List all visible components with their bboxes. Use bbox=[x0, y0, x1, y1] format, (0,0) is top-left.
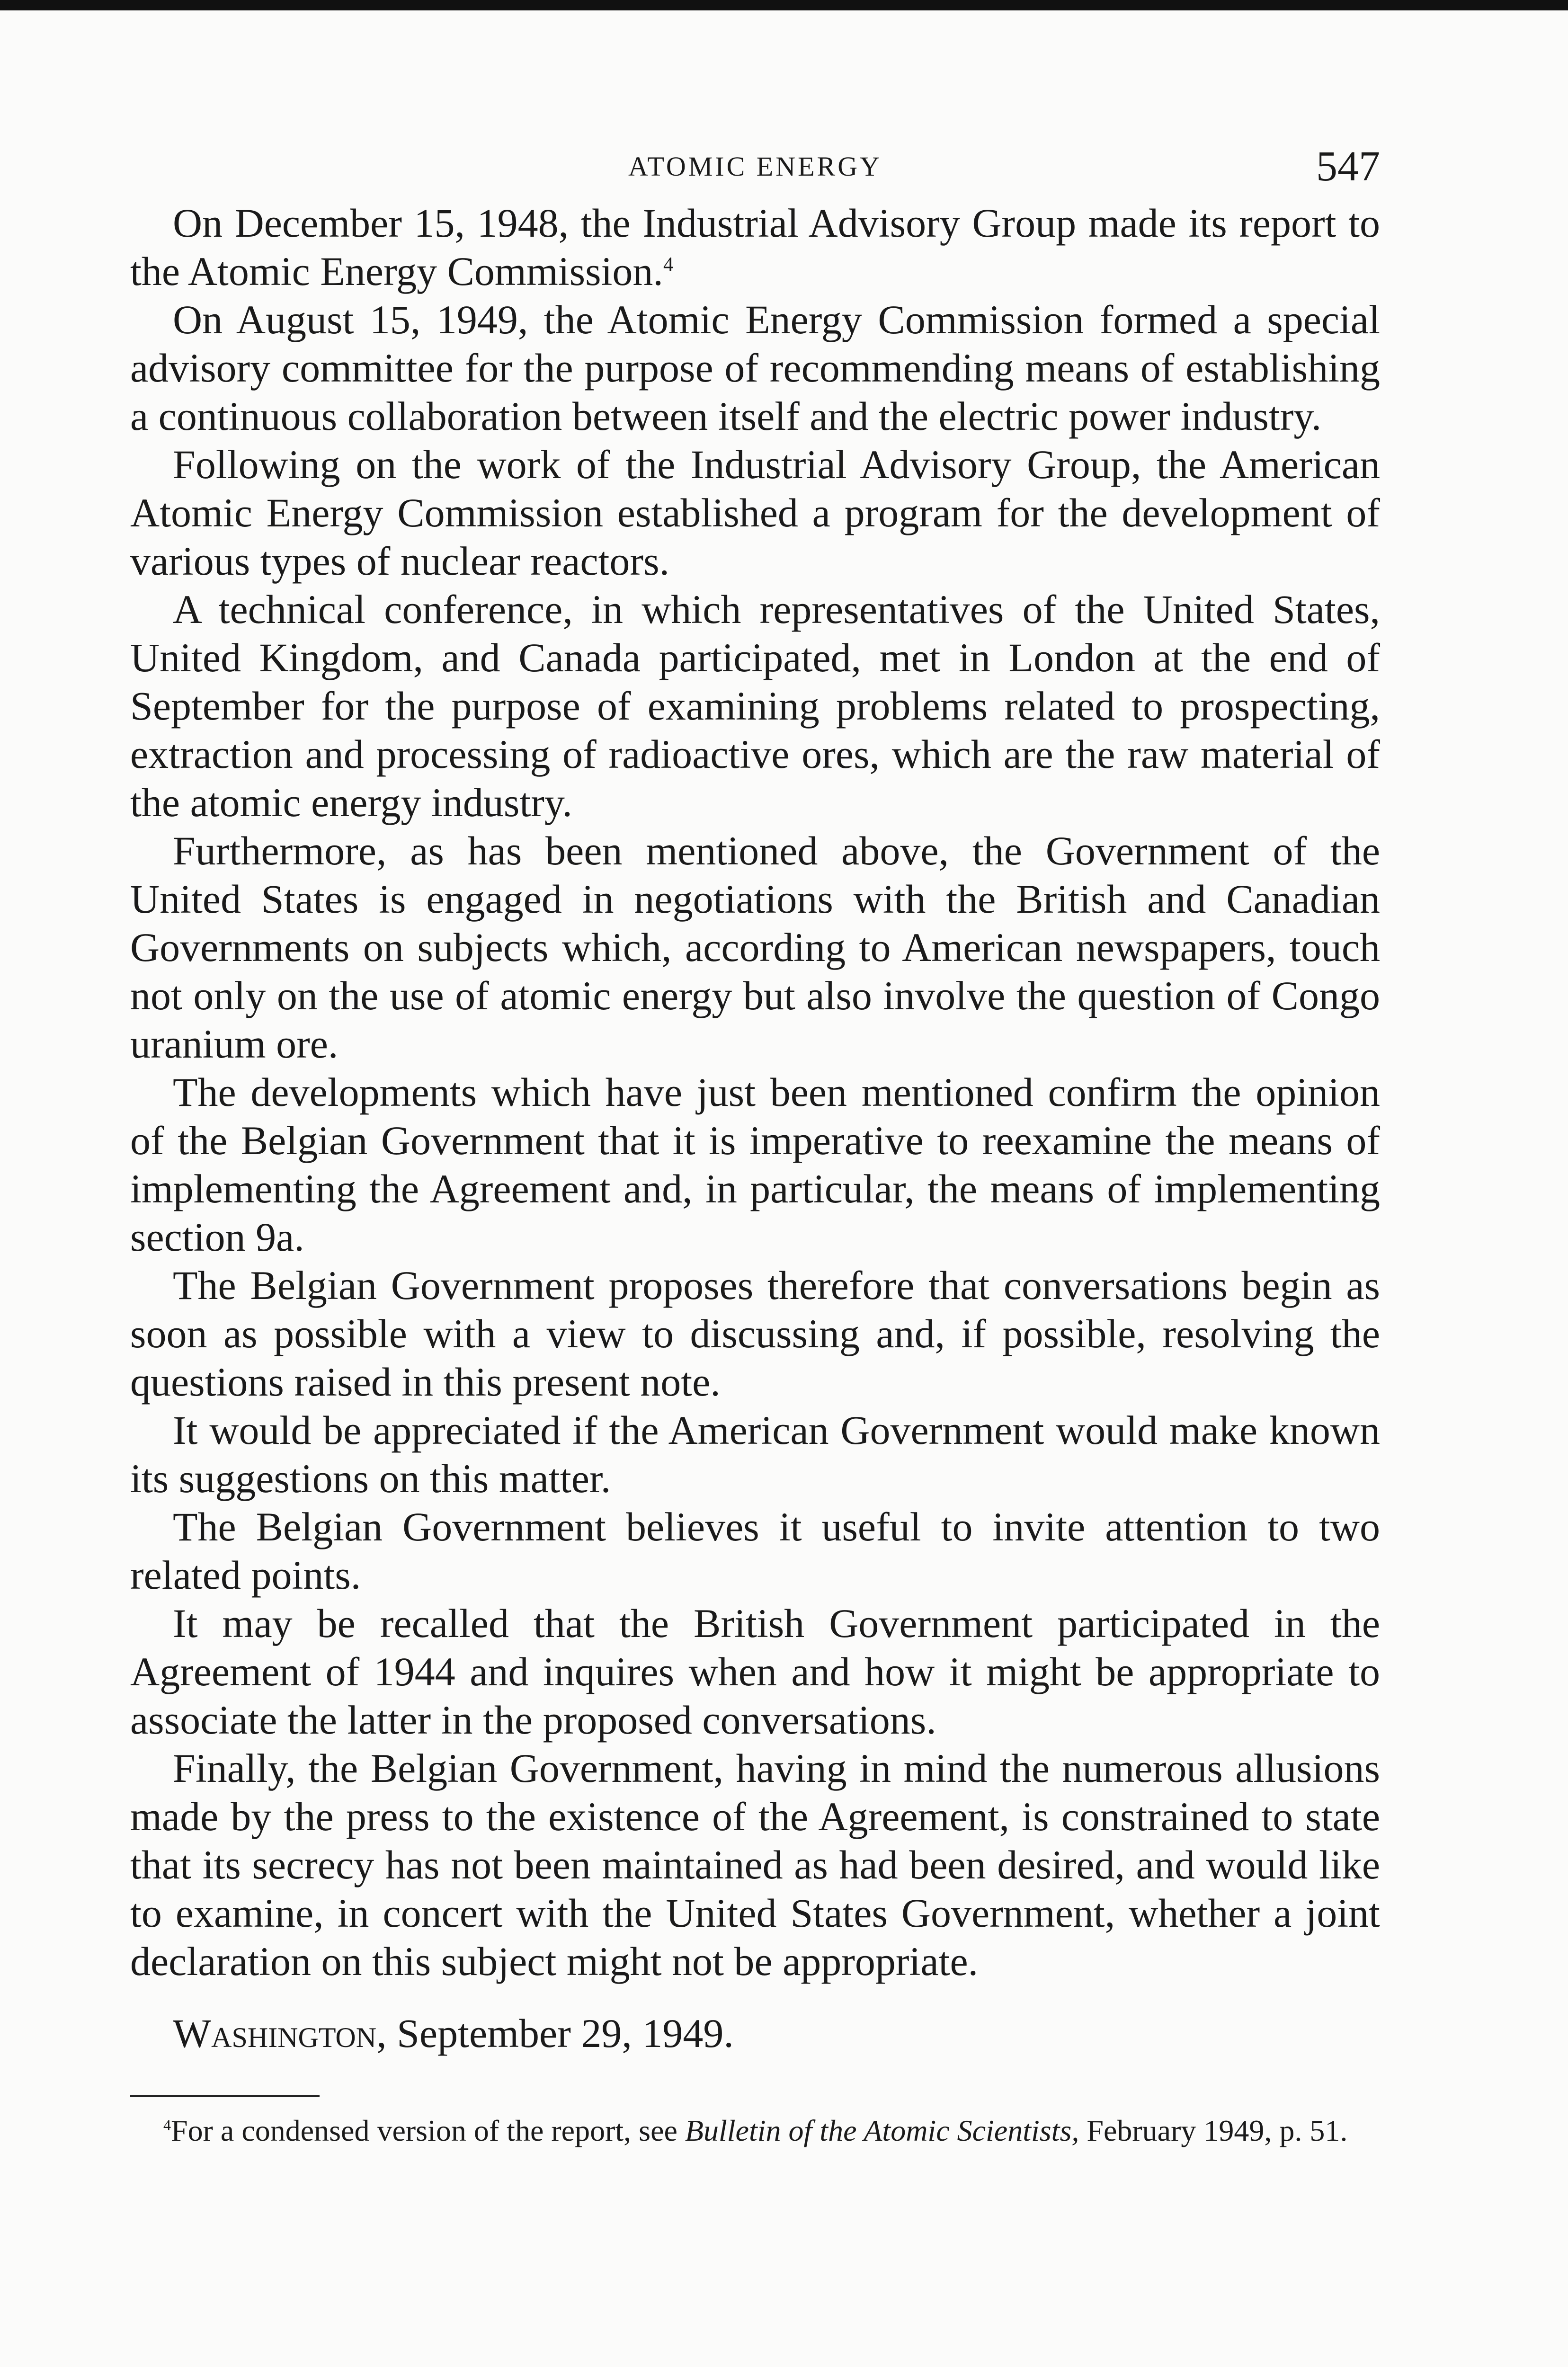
footnote-reference: 4 bbox=[663, 253, 674, 276]
paragraph-11: Finally, the Belgian Government, having in mind the numerous allusions made by the press to the existence of the Agreement, is constrained to state that its secrecy has not been maintained as had been desired, and would like to examine, in concert with the United States Government, whether a joint declaration on this subject might not be appropriate. bbox=[130, 1745, 1380, 1984]
footnote: $^4$For a condensed version of the report, see Bulletin of the Atomic Scientists, February 1949, p. 51. bbox=[163, 2114, 1348, 2147]
dateline: Washington, September 29, 1949. bbox=[173, 2011, 734, 2056]
paragraph-5: Furthermore, as has been mentioned above, the Government of the United States is engaged in negotiations with the British and Canadian Governments on subjects which, according to American newspapers, touch not only on the use of atomic energy but also involve the question of Congo uranium ore. bbox=[130, 828, 1380, 1067]
paragraph-1: On December 15, 1948, the Industrial Advisory Group made its report to the Atomic Energy Commission.$^4$ bbox=[130, 200, 1380, 294]
paragraph-10: It may be recalled that the British Government participated in the Agreement of 1944 and inquires when and how it might be appropriate to associate the latter in the proposed conversations. bbox=[130, 1601, 1380, 1743]
paragraph-8: It would be appreciated if the American Government would make known its suggestions on this matter. bbox=[130, 1407, 1380, 1501]
paragraph-2: On August 15, 1949, the Atomic Energy Commission formed a special advisory committee for the purpose of recommending means of establishing a continuous collaboration between itself and the electric power industry. bbox=[130, 297, 1380, 439]
paragraph-4: A technical conference, in which representatives of the United States, United Kingdom, and Canada participated, met in London at the end of September for the purpose of examining problems related to prospecting, extraction and processing of radioactive ores, which are the raw material of the atomic energy industry. bbox=[130, 587, 1380, 825]
running-head bbox=[130, 142, 1380, 199]
footnote-citation-title: Bulletin of the Atomic Scientists, bbox=[685, 2114, 1079, 2147]
paragraph-9: The Belgian Government believes it useful to invite attention to two related points. bbox=[130, 1504, 1380, 1598]
footnote-marker: 4 bbox=[163, 2116, 171, 2134]
footnote-divider bbox=[130, 2095, 320, 2097]
document-page bbox=[130, 142, 1380, 2150]
body-text bbox=[130, 199, 1380, 1985]
paragraph-7: The Belgian Government proposes therefore that conversations begin as soon as possible with a view to discussing and, if possible, resolving the questions raised in this present note. bbox=[130, 1263, 1380, 1405]
running-title: ATOMIC ENERGY bbox=[628, 151, 882, 182]
page-number: 547 bbox=[1316, 143, 1380, 190]
paragraph-3: Following on the work of the Industrial Advisory Group, the American Atomic Energy Commission established a program for the development of various types of nuclear reactors. bbox=[130, 442, 1380, 584]
top-edge-rule bbox=[0, 0, 1568, 10]
paragraph-6: The developments which have just been mentioned confirm the opinion of the Belgian Government that it is imperative to reexamine the means of implementing the Agreement and, in particular, the means of implementing section 9a. bbox=[130, 1069, 1380, 1260]
